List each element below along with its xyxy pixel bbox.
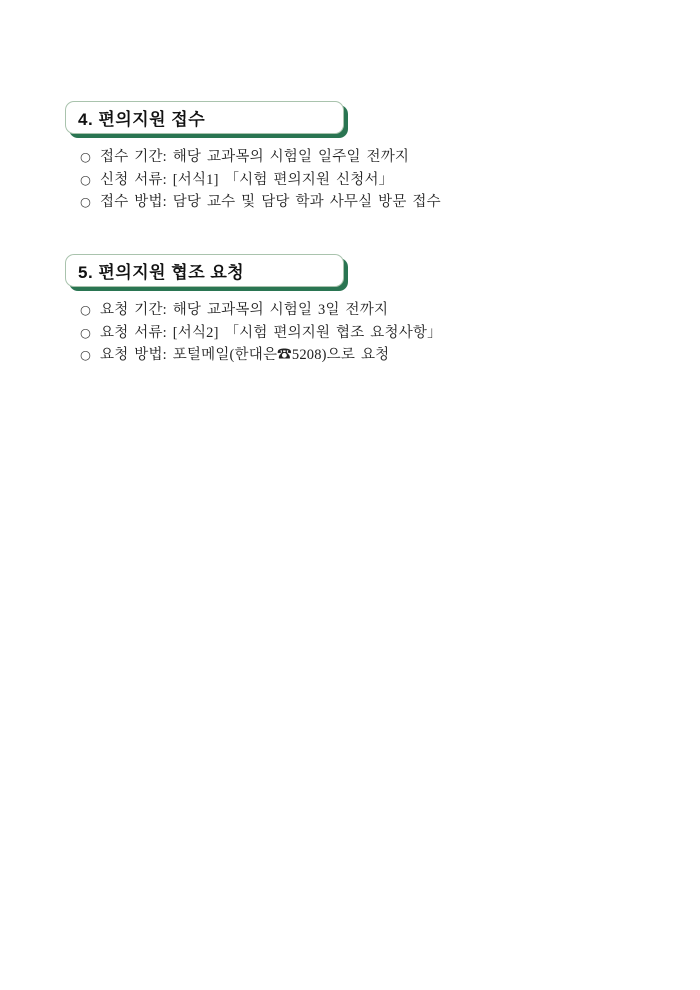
circle-bullet-icon: ○	[80, 149, 91, 164]
list-item-text: 접수 방법: 담당 교수 및 담당 학과 사무실 방문 접수	[100, 194, 441, 210]
section-5-heading: 5. 편의지원 협조 요청	[78, 263, 245, 282]
section-4-support-application	[65, 101, 441, 214]
section-5-heading-box	[65, 254, 344, 287]
list-item-text: 요청 서류: [서식2] 「시험 편의지원 협조 요청사항」	[100, 324, 442, 341]
list-item	[79, 169, 441, 192]
list-item-text: 요청 방법: 포털메일(한대은☎5208)으로 요청	[100, 347, 390, 363]
circle-bullet-icon: ○	[80, 171, 91, 187]
list-item-text: 접수 기간: 해당 교과목의 시험일 일주일 전까지	[100, 149, 410, 165]
section-4-heading: 4. 편의지원 접수	[78, 110, 206, 129]
list-item	[79, 299, 442, 322]
list-item-text: 신청 서류: [서식1] 「시험 편의지원 신청서」	[100, 171, 394, 188]
section-4-list	[65, 146, 441, 214]
circle-bullet-icon: ○	[80, 302, 91, 317]
circle-bullet-icon: ○	[80, 324, 91, 340]
list-item	[79, 322, 442, 345]
list-item	[79, 344, 442, 367]
list-item-text: 요청 기간: 해당 교과목의 시험일 3일 전까지	[100, 302, 389, 318]
list-item	[79, 146, 441, 169]
circle-bullet-icon: ○	[80, 194, 91, 209]
section-5-cooperation-request	[65, 254, 442, 367]
circle-bullet-icon: ○	[80, 347, 91, 362]
section-4-heading-box	[65, 101, 344, 134]
section-5-list	[65, 299, 442, 367]
list-item	[79, 191, 441, 214]
